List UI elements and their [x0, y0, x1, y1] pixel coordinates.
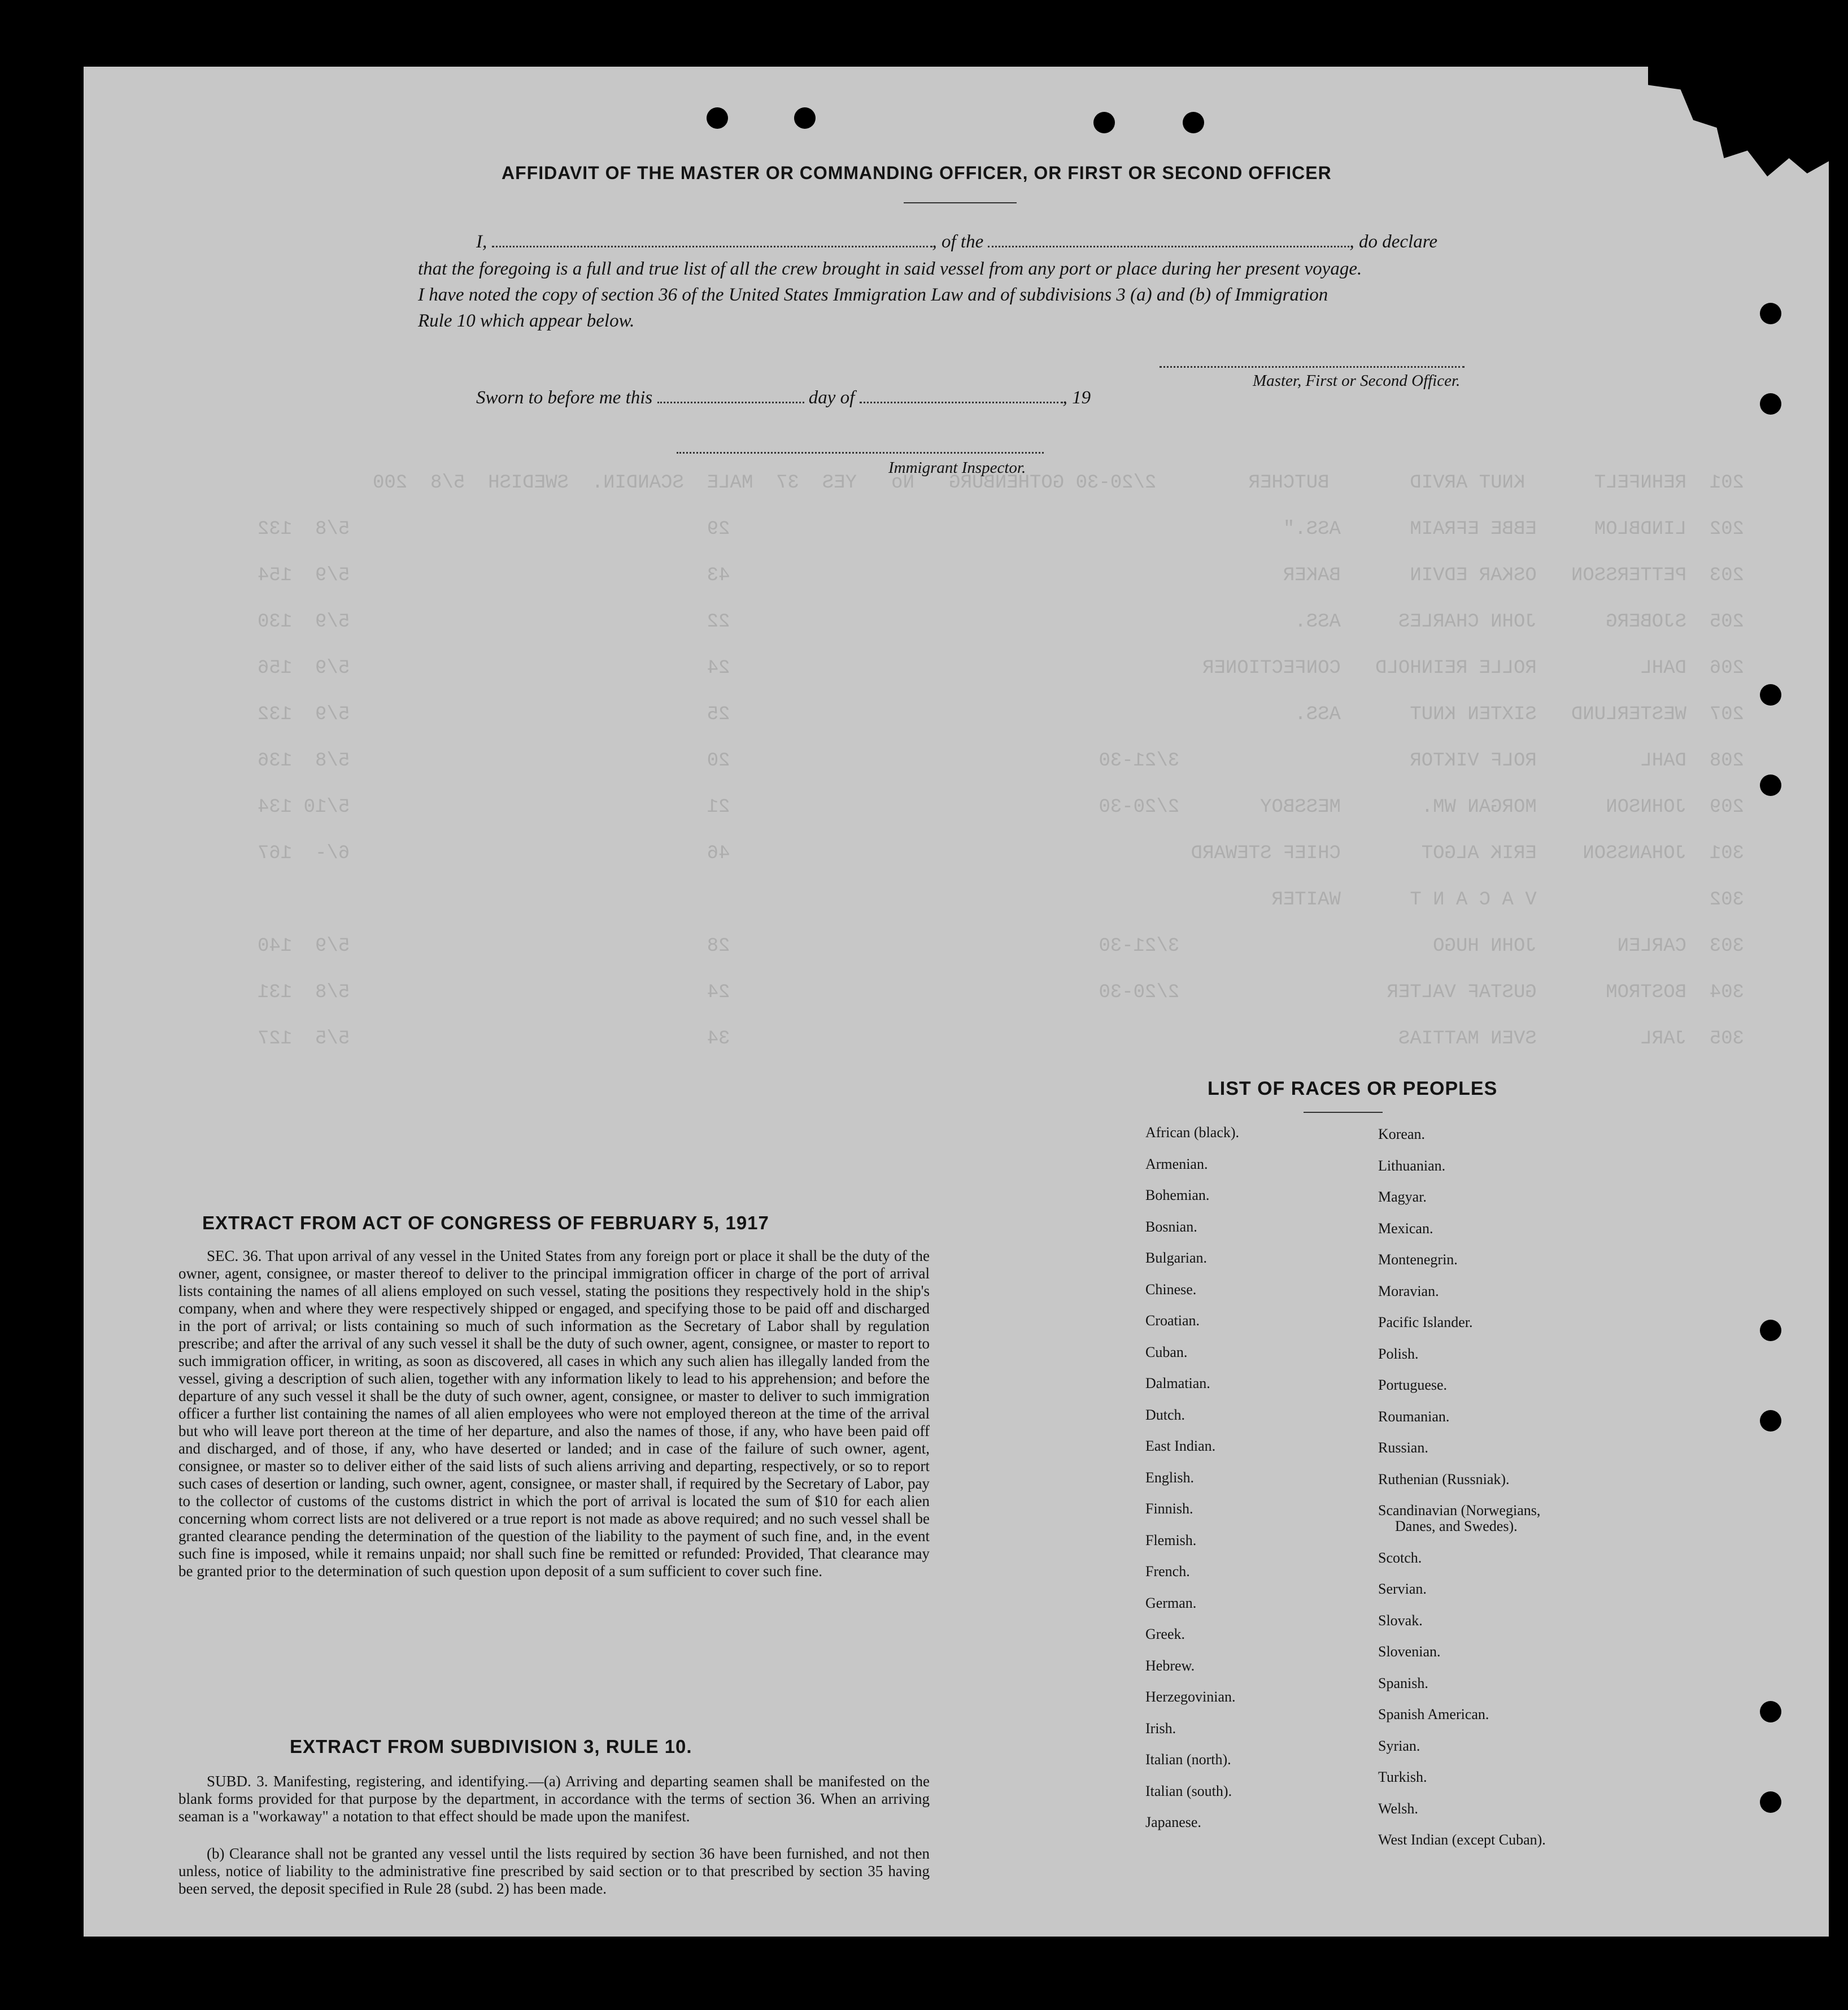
- race-item: Magyar.: [1378, 1189, 1427, 1205]
- declare-i-label: I,: [476, 232, 487, 252]
- race-item: Scandinavian (Norwegians,: [1378, 1502, 1541, 1519]
- declaration-line-1: [476, 232, 1437, 253]
- race-item: Irish.: [1145, 1720, 1176, 1737]
- affidavit-title: AFFIDAVIT OF THE MASTER OR COMMANDING OFFICER, OR FIRST OR SECOND OFFICER: [502, 163, 1332, 183]
- race-item: Mexican.: [1378, 1220, 1433, 1237]
- race-item: Herzegovinian.: [1145, 1689, 1236, 1705]
- show-through-row: 305 JARL SVEN MATTIAS 34 5/5 127: [257, 1028, 1744, 1050]
- show-through-row: 303 CARLEN JOHN HUGO 3/21-30 28 5/9 140: [257, 936, 1744, 957]
- name-blank: [492, 232, 932, 247]
- race-item: Hebrew.: [1145, 1657, 1195, 1674]
- race-item: Danes, and Swedes).: [1395, 1518, 1518, 1534]
- race-item: Turkish.: [1378, 1769, 1427, 1785]
- punch-hole: [1183, 112, 1204, 133]
- race-item: Japanese.: [1145, 1814, 1201, 1830]
- rule-extract-text-a: SUBD. 3. Manifesting, registering, and identifying.—(a) Arriving and departing seamen shall be manifested on the blank forms provided for that purpose by the department, in accordance with the terms of section 36. When an arriving seaman is a "workaway" a notation to that effect should be made upon the manifest.: [178, 1773, 930, 1825]
- race-item: Armenian.: [1145, 1155, 1208, 1172]
- show-through-row: 206 DAHL ROLLE REINHOLD CONFECTIONER 24 5/9 156: [257, 658, 1744, 679]
- punch-hole: [1760, 1791, 1781, 1813]
- show-through-row: 304 BOSTROM GUSTAF VALTER 2/20-30 24 5/8 131: [257, 982, 1744, 1003]
- race-item: Korean.: [1378, 1126, 1426, 1142]
- declaration-line-2: that the foregoing is a full and true list of all the crew brought in said vessel from any port or place during her present voyage.: [418, 259, 1362, 279]
- race-item: African (black).: [1145, 1124, 1240, 1141]
- race-item: Dalmatian.: [1145, 1375, 1210, 1391]
- punch-hole: [1760, 1701, 1781, 1722]
- punch-hole: [1760, 684, 1781, 706]
- show-through-row: 201 REHNFELT KNUT ARVID BUTCHER 2/20-30 GOTHENBURG No YES 37 MALE SCANDIN. SWEDISH 5/8 200: [373, 472, 1744, 494]
- show-through-row: 205 SJOBERG JOHN CHARLES ASS. 22 5/9 130: [257, 611, 1744, 633]
- show-through-row: 301 JOHANSSON ERIK ALGOT CHIEF STEWARD 46 6/- 167: [257, 843, 1744, 864]
- race-item: Greek.: [1145, 1626, 1185, 1642]
- torn-corner: [1648, 67, 1829, 219]
- race-item: West Indian (except Cuban).: [1378, 1831, 1546, 1848]
- race-item: Servian.: [1378, 1581, 1427, 1597]
- punch-hole: [1760, 393, 1781, 415]
- race-item: Bulgarian.: [1145, 1250, 1208, 1266]
- race-item: Finnish.: [1145, 1500, 1193, 1517]
- master-label: Master, First or Second Officer.: [1253, 372, 1461, 390]
- punch-hole: [1760, 1320, 1781, 1341]
- race-item: French.: [1145, 1563, 1190, 1580]
- show-through-row: 209 JOHNSON MORGAN WM. MESSBOY 2/20-30 21 5/10 134: [257, 797, 1744, 818]
- day-blank: [657, 388, 804, 403]
- race-item: Montenegrin.: [1378, 1251, 1458, 1268]
- punch-hole: [707, 107, 728, 129]
- race-item: Flemish.: [1145, 1532, 1197, 1548]
- declaration-line-3: I have noted the copy of section 36 of the United States Immigration Law and of subdivisions 3 (a) and (b) of Immigration: [418, 285, 1328, 305]
- races-title-rule: [1304, 1112, 1383, 1113]
- race-item: Roumanian.: [1378, 1408, 1450, 1425]
- rule-extract-title: EXTRACT FROM SUBDIVISION 3, RULE 10.: [290, 1736, 692, 1757]
- race-item: Russian.: [1378, 1439, 1428, 1456]
- declaration-line-4: Rule 10 which appear below.: [418, 311, 635, 331]
- punch-hole: [1760, 775, 1781, 796]
- show-through-row: 207 WESTERLUND SIXTEN KNUT ASS. 25 5/9 132: [257, 704, 1744, 725]
- race-item: Slovak.: [1378, 1612, 1423, 1629]
- month-blank: [860, 388, 1063, 403]
- inspector-signature-line: [677, 452, 1044, 455]
- manifest-page: [84, 67, 1829, 1937]
- races-right-column: [1378, 1126, 1546, 1863]
- race-item: Ruthenian (Russniak).: [1378, 1470, 1510, 1487]
- rule-extract-text-b: (b) Clearance shall not be granted any vessel until the lists required by section 36 have been furnished, and not then unless, notice of liability to the administrative fine prescribed by said section or to that prescribed by section 35 having been served, the deposit specified in Rule 28 (subd. 2) has been made.: [178, 1845, 930, 1897]
- race-item: Spanish American.: [1378, 1706, 1489, 1722]
- races-title: LIST OF RACES OR PEOPLES: [1208, 1078, 1498, 1099]
- show-through-row: 202 LINDBLOM EBBE EFRAIM ASS." 29 5/8 132: [257, 519, 1744, 540]
- race-item: Bosnian.: [1145, 1218, 1197, 1235]
- title-rule: [904, 202, 1017, 203]
- show-through-row: 203 PETTERSSON OSKAR EDVIN BAKER 43 5/9 154: [257, 565, 1744, 586]
- day-of-label: day of: [808, 388, 855, 408]
- sworn-label: Sworn to before me this: [476, 388, 653, 408]
- race-item: Pacific Islander.: [1378, 1314, 1473, 1330]
- punch-hole: [1760, 303, 1781, 324]
- race-item: Italian (south).: [1145, 1782, 1232, 1799]
- punch-hole: [1093, 112, 1115, 133]
- race-item: German.: [1145, 1594, 1197, 1611]
- race-item: Portuguese.: [1378, 1377, 1448, 1393]
- race-item: Scotch.: [1378, 1549, 1422, 1566]
- show-through-row: 302 V A C A N T WAITER: [1271, 889, 1744, 911]
- race-item: Spanish.: [1378, 1674, 1428, 1691]
- race-item: Croatian.: [1145, 1312, 1200, 1329]
- race-item: Bohemian.: [1145, 1187, 1210, 1203]
- races-left-column: [1145, 1124, 1239, 1846]
- sworn-line: [476, 388, 1091, 408]
- race-item: Polish.: [1378, 1345, 1419, 1362]
- race-item: Moravian.: [1378, 1282, 1439, 1299]
- race-item: Dutch.: [1145, 1406, 1185, 1423]
- race-item: English.: [1145, 1469, 1194, 1486]
- act-extract-text: SEC. 36. That upon arrival of any vessel in the United States from any foreign port or place it shall be the duty of the owner, agent, consignee, or master thereof to deliver to the principal immigration officer in charge of the port of arrival lists containing the names of all aliens employed on such vessel, stating the positions they respectively hold in the ship's company, when and where they were respectively shipped or engaged, and specifying those to be paid off and discharged in the port of arrival; or lists containing so much of such information as the Secretary of Labor shall by regulation prescribe; and after the arrival of any such vessel it shall be the duty of such owner, agent, consignee, or master to report to such immigration officer, in writing, as soon as discovered, all cases in which any such alien has illegally landed from the vessel, giving a description of such alien, together with any information likely to lead to his apprehension; and before the departure of any such vessel it shall be the duty of such owner, agent, consignee, or master to deliver to such immigration officer a further list containing the names of all alien employees who were not employed thereon at the time of the arrival but who will leave port thereon at the time of her departure, and also the names of those, if any, who have been paid off and discharged, and of those, if any, who have deserted or landed; and in case of the failure of such owner, agent, consignee, or master so to deliver either of the said lists of such aliens arriving and departing, respectively, or so to report such cases of desertion or landing, such owner, agent, consignee, or master shall, if required by the Secretary of Labor, pay to the collector of customs of the customs district in which the port of arrival is located the sum of $10 for each alien concerning whom correct lists are not delivered or a true report is not made as above required; and no such vessel shall be granted clearance pending the determination of the question of the liability to the payment of such fine, and, in the event such fine is imposed, while it remains unpaid; nor shall such fine be remitted or refunded: Provided, That clearance may be granted prior to the determination of such question upon deposit of a sum sufficient to cover such fine.: [178, 1247, 930, 1580]
- punch-hole: [794, 107, 816, 129]
- race-item: Italian (north).: [1145, 1751, 1231, 1768]
- year-label: , 19: [1062, 388, 1091, 408]
- vessel-blank: [988, 232, 1349, 247]
- act-extract-title: EXTRACT FROM ACT OF CONGRESS OF FEBRUARY 5, 1917: [202, 1212, 769, 1233]
- inspector-label: Immigrant Inspector.: [888, 459, 1026, 477]
- master-signature-line: [1160, 366, 1465, 369]
- of-the-label: , of the: [932, 232, 984, 252]
- punch-hole: [1760, 1410, 1781, 1432]
- race-item: Chinese.: [1145, 1281, 1197, 1298]
- do-declare-label: , do declare: [1349, 232, 1437, 252]
- show-through-row: 208 DAHL ROLF VIKTOR 3/21-30 20 5/8 136: [257, 750, 1744, 772]
- race-item: Syrian.: [1378, 1737, 1420, 1754]
- race-item: Welsh.: [1378, 1800, 1418, 1817]
- race-item: Slovenian.: [1378, 1643, 1441, 1660]
- race-item: Cuban.: [1145, 1343, 1188, 1360]
- race-item: Lithuanian.: [1378, 1157, 1446, 1174]
- race-item: East Indian.: [1145, 1438, 1216, 1454]
